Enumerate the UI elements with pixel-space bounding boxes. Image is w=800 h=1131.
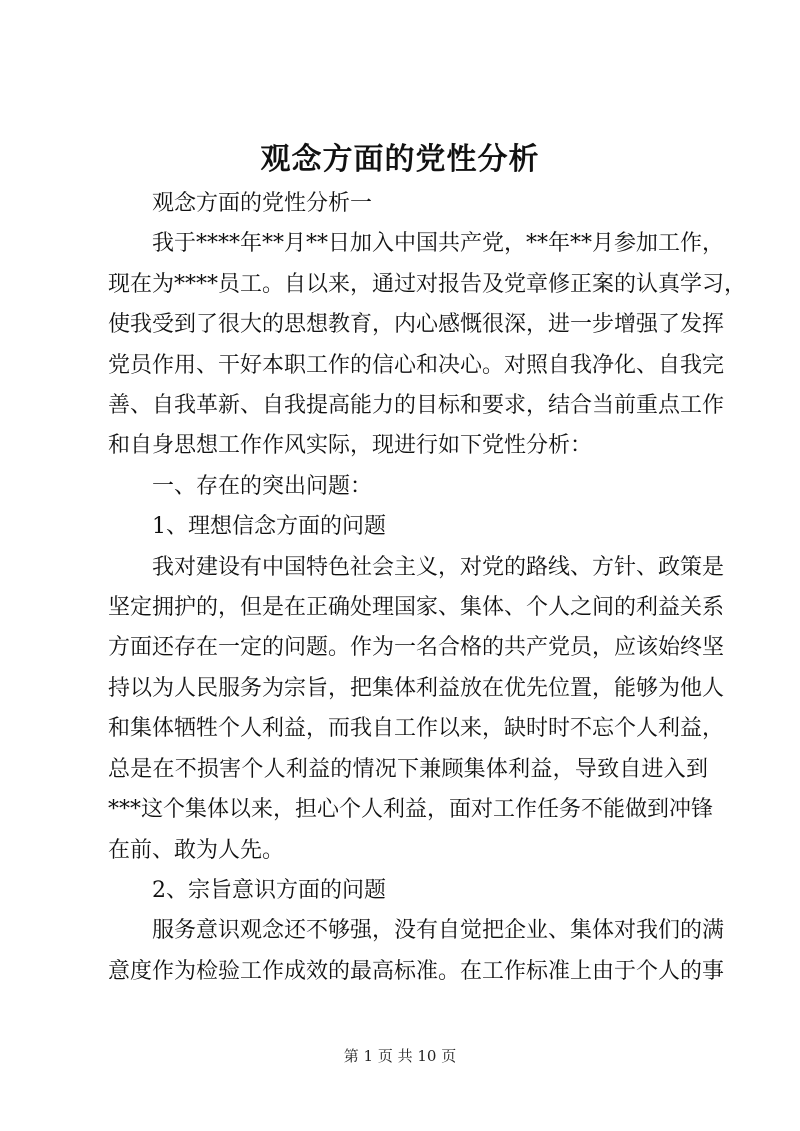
text-line: 在前、敢为人先。: [108, 837, 285, 863]
heading-ideals: [108, 507, 708, 547]
text-line: 坚定拥护的，但是在正确处理国家、集体、个人之间的利益关系: [108, 595, 725, 621]
text-line: 方面还存在一定的问题。作为一名合格的共产党员，应该始终坚: [108, 635, 725, 661]
text-line: 和集体牺牲个人利益，而我自工作以来，缺时时不忘个人利益，: [108, 716, 725, 742]
section-subtitle: [108, 184, 708, 224]
heading-purpose: [108, 871, 708, 911]
text-line: 现在为****员工。自以来，通过对报告及党章修正案的认真学习，: [108, 271, 747, 297]
heading-problems: [108, 467, 708, 507]
document-title: 观念方面的党性分析: [260, 142, 540, 177]
text-line: 使我受到了很大的思想教育，内心感慨很深，进一步增强了发挥: [108, 312, 725, 338]
heading-text: 一、存在的突出问题：: [152, 473, 373, 499]
heading-text: 2、宗旨意识方面的问题: [152, 877, 386, 903]
text-line: 意度作为检验工作成效的最高标准。在工作标准上由于个人的事: [108, 958, 725, 984]
text-line: 我于****年**月**日加入中国共产党，**年**月参加工作，: [152, 231, 725, 257]
text-line: 总是在不损害个人利益的情况下兼顾集体利益，导致自进入到: [108, 756, 708, 782]
text-line: 持以为人民服务为宗旨，把集体利益放在优先位置，能够为他人: [108, 675, 725, 701]
text-line: 善、自我革新、自我提高能力的目标和要求，结合当前重点工作: [108, 393, 725, 419]
document-body: [108, 184, 747, 992]
text-line: ***这个集体以来，担心个人利益，面对工作任务不能做到冲锋: [108, 797, 714, 823]
subtitle-text: 观念方面的党性分析一: [152, 191, 373, 216]
text-line: 服务意识观念还不够强，没有自觉把企业、集体对我们的满: [152, 918, 725, 944]
text-line: 党员作用、干好本职工作的信心和决心。对照自我净化、自我完: [108, 352, 725, 378]
text-line: 我对建设有中国特色社会主义，对党的路线、方针、政策是: [152, 554, 725, 580]
paragraph-intro: [108, 224, 747, 466]
heading-text: 1、理想信念方面的问题: [152, 514, 386, 540]
paragraph-ideals: [108, 548, 725, 871]
page-footer: 第 1 页 共 10 页: [343, 1047, 457, 1065]
paragraph-purpose: [108, 911, 725, 992]
text-line: 和自身思想工作作风实际，现进行如下党性分析：: [108, 433, 593, 459]
